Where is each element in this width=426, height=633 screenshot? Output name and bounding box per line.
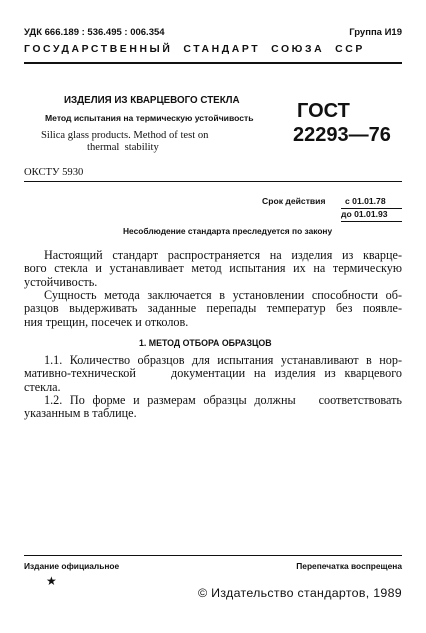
text-line: указанным в таблице. <box>24 406 137 421</box>
copyright: © Издательство стандартов, 1989 <box>197 586 402 600</box>
intro-paragraph-2 <box>24 289 402 329</box>
text-line: 1.2. По форме и размерам образцы должны соответствовать <box>44 393 402 407</box>
title-en-line2: thermal stability <box>87 142 159 153</box>
state-standard-banner: ГОСУДАРСТВЕННЫЙ СТАНДАРТ СОЮЗА ССР <box>24 44 365 55</box>
official-edition: Издание официальное <box>24 561 120 571</box>
section-1-item-2 <box>24 394 402 421</box>
section-1-heading: 1. МЕТОД ОТБОРА ОБРАЗЦОВ <box>139 338 272 348</box>
reprint-prohibited: Перепечатка воспрещена <box>296 561 402 571</box>
okstu-code: ОКСТУ 5930 <box>24 167 84 178</box>
text-line: ния трещин, посечек и отколов. <box>24 314 189 329</box>
text-line: устойчивость. <box>24 274 98 289</box>
text-line: вого стекла и устанавливает метод испытания их на термическую <box>24 261 402 276</box>
title-en-line1: Silica glass products. Method of test on <box>41 130 209 141</box>
text-line: стекла. <box>24 379 61 394</box>
text-line: Настоящий стандарт распространяется на изделия из кварце- <box>44 248 402 262</box>
intro-paragraph-1 <box>24 249 402 289</box>
validity-label: Срок действия <box>262 196 326 206</box>
gost-label: ГОСТ <box>297 100 350 122</box>
text-line: 1.1. Количество образцов для испытания устанавливают в нор- <box>44 353 402 367</box>
group-code: Группа И19 <box>349 27 402 38</box>
legal-notice: Несоблюдение стандарта преследуется по закону <box>123 226 333 236</box>
gost-number: 22293—76 <box>293 124 391 146</box>
validity-to-rule <box>341 221 402 222</box>
subtitle-ru: Метод испытания на термическую устойчивость <box>45 113 254 123</box>
text-line: разцов выдерживать заданные перепады температур без появле- <box>24 301 402 316</box>
validity-from: с 01.01.78 <box>345 196 386 206</box>
title-ru: ИЗДЕЛИЯ ИЗ КВАРЦЕВОГО СТЕКЛА <box>64 95 240 106</box>
star-mark: ★ <box>46 574 57 588</box>
udk-code: УДК 666.189 : 536.495 : 006.354 <box>24 27 165 38</box>
header-rule <box>24 62 402 64</box>
text-line: Сущность метода заключается в установлении способности об- <box>44 288 402 302</box>
section-1-item-1 <box>24 354 402 394</box>
okstu-rule <box>24 181 402 182</box>
text-line: мативно-технической документации на изделия из кварцевого <box>24 366 402 381</box>
footer-rule <box>24 555 402 556</box>
validity-to: до 01.01.93 <box>341 209 388 219</box>
